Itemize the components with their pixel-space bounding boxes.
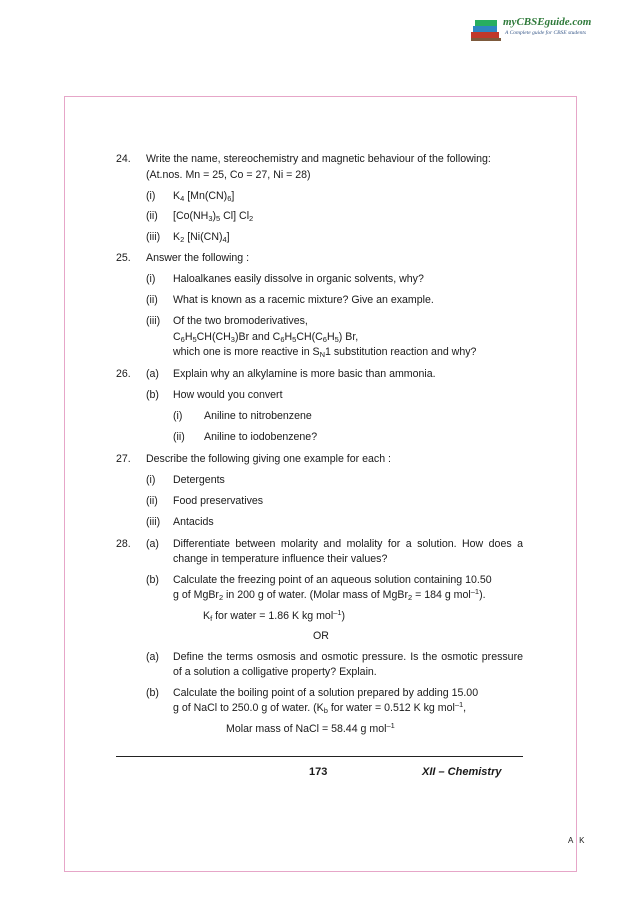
q26-b-text: How would you convert — [173, 389, 283, 401]
q26-b-label: (b) — [146, 389, 159, 401]
q25-iii-label: (iii) — [146, 315, 161, 327]
q26-b-ii-label: (ii) — [173, 431, 185, 443]
q28-b-label: (b) — [146, 574, 159, 586]
q25-number: 25. — [116, 252, 131, 264]
logo-brand-text: myCBSEguide.com — [503, 16, 592, 28]
q24-atomic-numbers: (At.nos. Mn = 25, Co = 27, Ni = 28) — [146, 169, 311, 181]
corner-mark: A K — [568, 836, 587, 845]
q28-a2-label: (a) — [146, 651, 159, 663]
q26-b-i-text: Aniline to nitrobenzene — [204, 410, 312, 422]
q25-text: Answer the following : — [146, 252, 250, 264]
q25-iii-question: which one is more reactive in $S_N1$ substitution reaction and why? — [173, 346, 477, 359]
q26-b-i-label: (i) — [173, 410, 183, 422]
q27-text: Describe the following giving one example for each : — [146, 453, 391, 465]
q24-ii-formula: [$Co(NH_3)_5$ Cl] $Cl_2$ — [173, 210, 254, 223]
q28-b-line1: Calculate the freezing point of an aqueous solution containing 10.50 — [173, 574, 492, 586]
q28-b2-molar-mass: Molar mass of NaCl = 58.44 g mol$^{-1}$ — [226, 721, 395, 735]
q25-iii-formulas: $C_6H_5CH(CH_3)Br$ and $C_6H_5CH(C_6H_5)$ Br, — [173, 331, 359, 344]
q24-iii-formula: $K_2$ $[Ni(CN)_4]$ — [173, 231, 230, 244]
q24-text: Write the name, stereochemistry and magnetic behaviour of the following: — [146, 153, 491, 165]
q26-a-label: (a) — [146, 368, 159, 380]
q27-i-text: Detergents — [173, 474, 225, 486]
q28-a2-text: Define the terms osmosis and osmotic pressure. Is the osmotic pressure of a solution a colligative property? Explain. — [173, 651, 523, 678]
logo-tagline: A Complete guide for CBSE students — [505, 30, 587, 36]
q27-ii-text: Food preservatives — [173, 495, 264, 507]
footer-rule — [116, 756, 523, 757]
or-divider: OR — [313, 630, 329, 642]
q25-iii-question-text: which one is more reactive in S — [173, 346, 320, 358]
q27-number: 27. — [116, 453, 131, 465]
q28-b2-label: (b) — [146, 687, 159, 699]
q27-i-label: (i) — [146, 474, 156, 486]
q28-b2-line1: Calculate the boiling point of a solution prepared by adding 15.00 — [173, 687, 479, 699]
q24-number: 24. — [116, 153, 131, 165]
q28-number: 28. — [116, 538, 131, 550]
q25-i-label: (i) — [146, 273, 156, 285]
q27-iii-label: (iii) — [146, 516, 161, 528]
q27-iii-text: Antacids — [173, 516, 214, 528]
q28-b-line2: g of MgBr$_2$ in 200 g of water. (Molar mass of MgBr$_2$ = 184 g mol$^{-1}$). — [173, 587, 486, 602]
q28-b2-line2: g of NaCl to 250.0 g of water. ($K_b$ for water = 0.512 K kg mol$^{-1}$, — [173, 700, 467, 715]
q28-a-text: Differentiate between molarity and molality for a solution. How does a change in temperature influence their values? — [173, 538, 523, 565]
q28-a-label: (a) — [146, 538, 159, 550]
q26-a-text: Explain why an alkylamine is more basic than ammonia. — [173, 368, 436, 380]
q25-ii-text: What is known as a racemic mixture? Give an example. — [173, 294, 434, 306]
q27-ii-label: (ii) — [146, 495, 158, 507]
q24-iii-label: (iii) — [146, 231, 161, 243]
q25-iii-text: Of the two bromoderivatives, — [173, 315, 308, 327]
page-number: 173 — [309, 766, 328, 778]
mycbseguide-logo — [469, 14, 591, 44]
footer-subject: XII – Chemistry — [422, 766, 502, 778]
q24-ii-label: (ii) — [146, 210, 158, 222]
q25-i-text: Haloalkanes easily dissolve in organic solvents, why? — [173, 273, 424, 285]
q25-ii-label: (ii) — [146, 294, 158, 306]
q26-b-ii-text: Aniline to iodobenzene? — [204, 431, 318, 443]
books-logo-icon — [469, 14, 503, 44]
q28-b-kf: $K_f$ for water = 1.86 K kg mol$^{-1}$) — [203, 608, 346, 623]
q24-i-formula: $K_4$ $[Mn(CN)_6]$ — [173, 190, 235, 203]
q24-i-label: (i) — [146, 190, 156, 202]
q26-number: 26. — [116, 368, 131, 380]
